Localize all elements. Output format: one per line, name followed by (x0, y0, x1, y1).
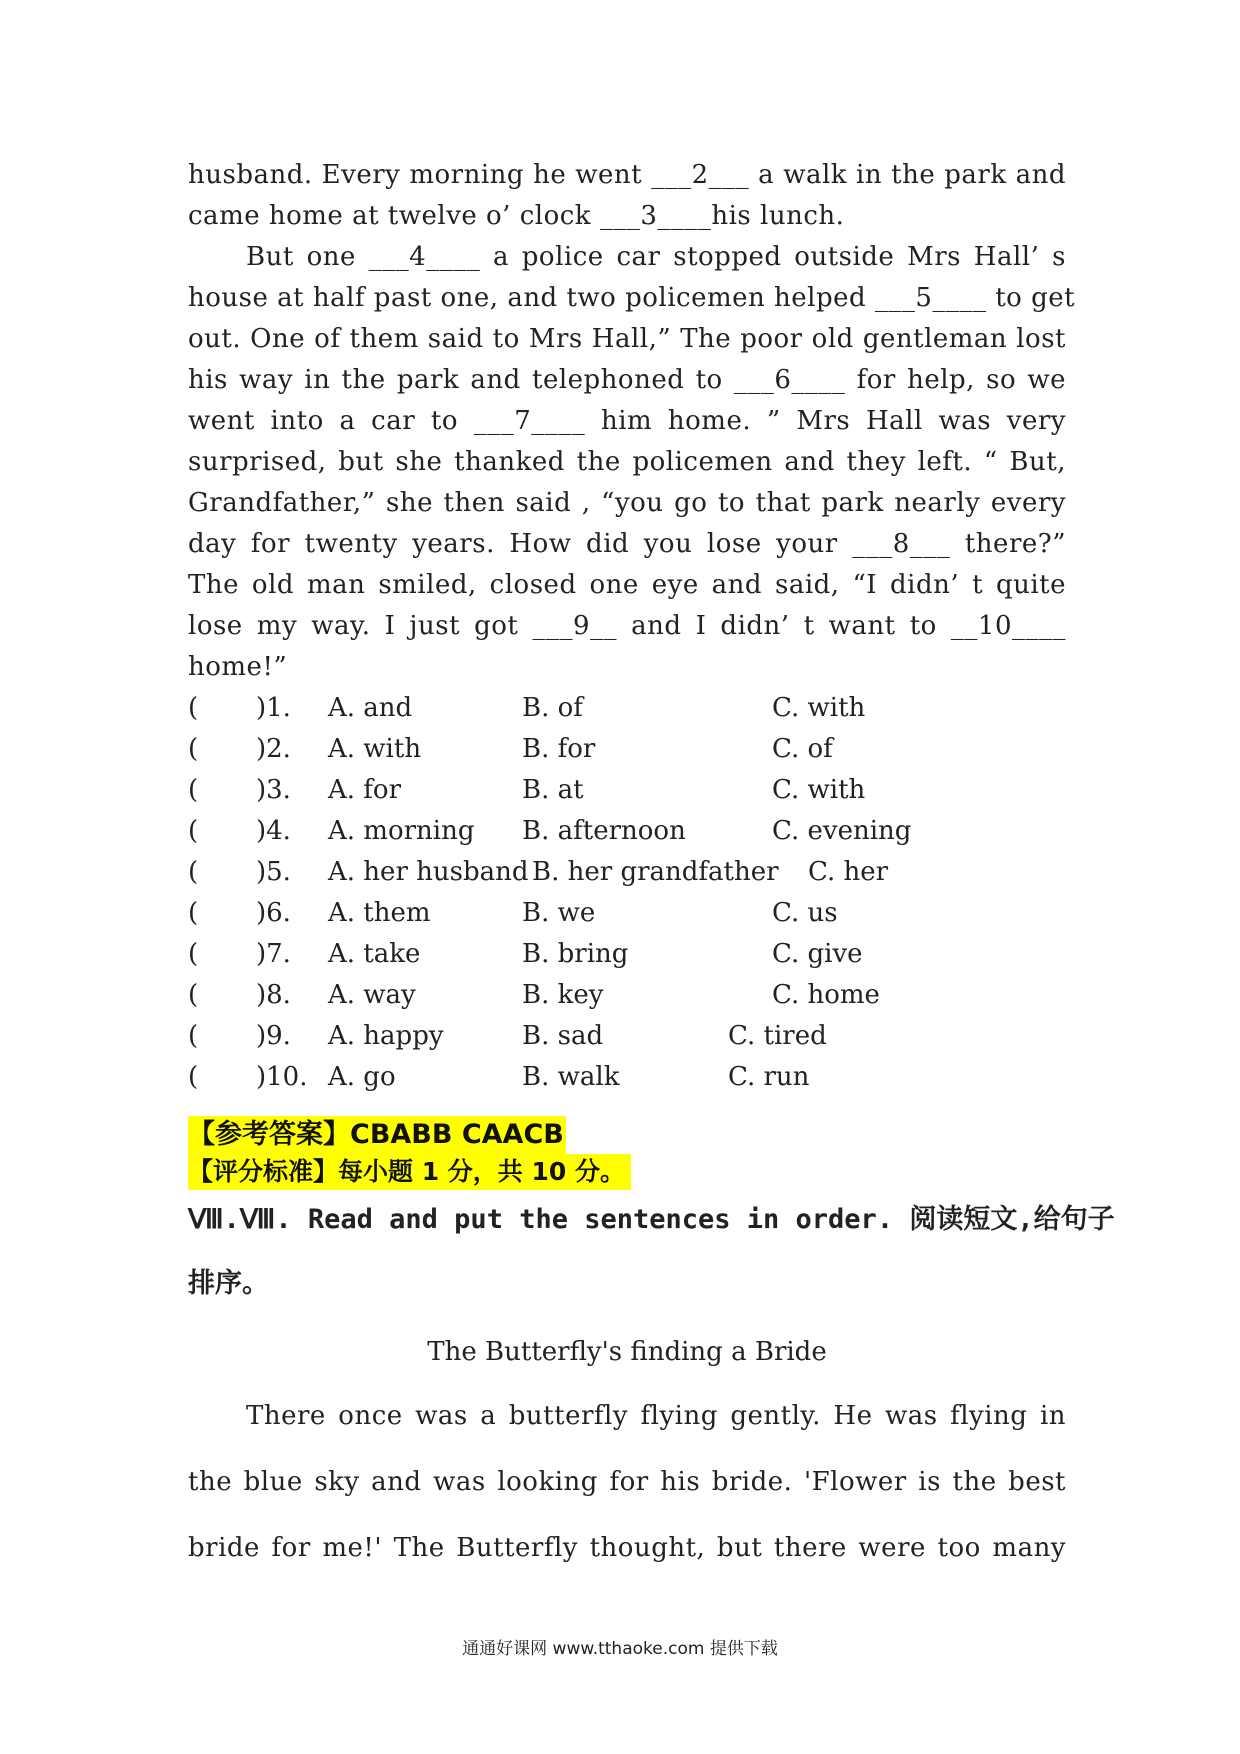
passage-line-11: The old man smiled, closed one eye and said, “I didn’ t quite (188, 570, 1066, 600)
answer-paren: ( (188, 816, 199, 846)
option-c: C. of (772, 734, 833, 764)
passage-line-13: home!” (188, 652, 288, 682)
option-a: A. and (328, 693, 413, 723)
option-a: A. take (328, 939, 421, 969)
question-number: )4. (256, 816, 291, 846)
question-row-5 (188, 852, 1066, 892)
question-row-2 (188, 729, 1066, 769)
option-b: B. at (522, 775, 584, 805)
option-c: C. with (772, 693, 866, 723)
option-b: B. we (522, 898, 596, 928)
option-b: B. key (522, 980, 604, 1010)
option-c: C. run (728, 1062, 810, 1092)
scoring-criteria: 【评分标准】每小题 1 分，共 10 分。 (188, 1154, 631, 1190)
question-number: )1. (256, 693, 291, 723)
answer-paren: ( (188, 1062, 199, 1092)
option-c: C. home (772, 980, 880, 1010)
answer-paren: ( (188, 775, 199, 805)
story-title: The Butterfly's finding a Bride (427, 1337, 827, 1367)
question-row-9 (188, 1016, 1066, 1056)
option-a: A. go (328, 1062, 396, 1092)
passage-line-5: out. One of them said to Mrs Hall,” The poor old gentleman lost (188, 324, 1066, 354)
option-b: B. of (522, 693, 583, 723)
question-row-7 (188, 934, 1066, 974)
option-b: B. walk (522, 1062, 620, 1092)
option-b: B. afternoon (522, 816, 686, 846)
passage-line-12: lose my way. I just got ___9__ and I didn’ t want to __10____ (188, 611, 1066, 641)
story-line-2: the blue sky and was looking for his bride. 'Flower is the best (188, 1467, 1066, 1497)
passage-line-9: Grandfather,” she then said , “you go to that park nearly every (188, 488, 1066, 518)
answer-paren: ( (188, 980, 199, 1010)
section-heading: Ⅷ.Ⅷ. Read and put the sentences in order. 阅读短文,给句子 (188, 1204, 1115, 1235)
question-number: )10. (256, 1062, 308, 1092)
question-number: )5. (256, 857, 291, 887)
question-row-6 (188, 893, 1066, 933)
question-number: )9. (256, 1021, 291, 1051)
passage-line-4: house at half past one, and two policemen helped ___5____ to get (188, 283, 1076, 313)
option-c: C. with (772, 775, 866, 805)
question-number: )3. (256, 775, 291, 805)
option-a: A. them (328, 898, 431, 928)
story-line-3: bride for me!' The Butterfly thought, but there were too many (188, 1533, 1066, 1563)
question-number: )6. (256, 898, 291, 928)
story-line-1: There once was a butterfly flying gently. He was flying in (246, 1401, 1066, 1431)
section-heading-continued: 排序。 (188, 1268, 269, 1299)
option-a: A. for (328, 775, 402, 805)
question-number: )7. (256, 939, 291, 969)
option-a: A. with (328, 734, 422, 764)
answer-paren: ( (188, 857, 199, 887)
question-row-4 (188, 811, 1066, 851)
option-b: B. for (522, 734, 596, 764)
answer-paren: ( (188, 693, 199, 723)
option-c: C. tired (728, 1021, 827, 1051)
option-c: C. give (772, 939, 863, 969)
option-a: A. her husband (328, 857, 529, 887)
option-b: B. bring (522, 939, 629, 969)
option-b: B. her grandfather (532, 857, 779, 887)
question-number: )8. (256, 980, 291, 1010)
passage-line-8: surprised, but she thanked the policemen and they left. “ But, (188, 447, 1066, 477)
answer-paren: ( (188, 898, 199, 928)
passage-line-3: But one ___4____ a police car stopped outside Mrs Hall’ s (246, 242, 1066, 272)
passage-line-1: husband. Every morning he went ___2___ a walk in the park and (188, 160, 1066, 190)
passage-line-6: his way in the park and telephoned to ___6____ for help, so we (188, 365, 1066, 395)
passage-line-2: came home at twelve o’ clock ___3____his lunch. (188, 201, 845, 231)
question-row-8 (188, 975, 1066, 1015)
answer-paren: ( (188, 1021, 199, 1051)
option-c: C. her (808, 857, 889, 887)
answer-paren: ( (188, 939, 199, 969)
passage-line-10: day for twenty years. How did you lose your ___8___ there?” (188, 529, 1066, 559)
question-row-3 (188, 770, 1066, 810)
option-c: C. evening (772, 816, 912, 846)
option-c: C. us (772, 898, 838, 928)
passage-line-7: went into a car to ___7____ him home. ” Mrs Hall was very (188, 406, 1066, 436)
question-row-1 (188, 688, 1066, 728)
option-a: A. morning (328, 816, 475, 846)
option-a: A. way (328, 980, 416, 1010)
option-a: A. happy (328, 1021, 444, 1051)
answer-paren: ( (188, 734, 199, 764)
answer-key: 【参考答案】CBABB CAACB (188, 1116, 566, 1154)
page-footer: 通通好课网 www.tthaoke.com 提供下载 (462, 1639, 778, 1659)
question-row-10 (188, 1057, 1066, 1097)
option-b: B. sad (522, 1021, 604, 1051)
question-number: )2. (256, 734, 291, 764)
